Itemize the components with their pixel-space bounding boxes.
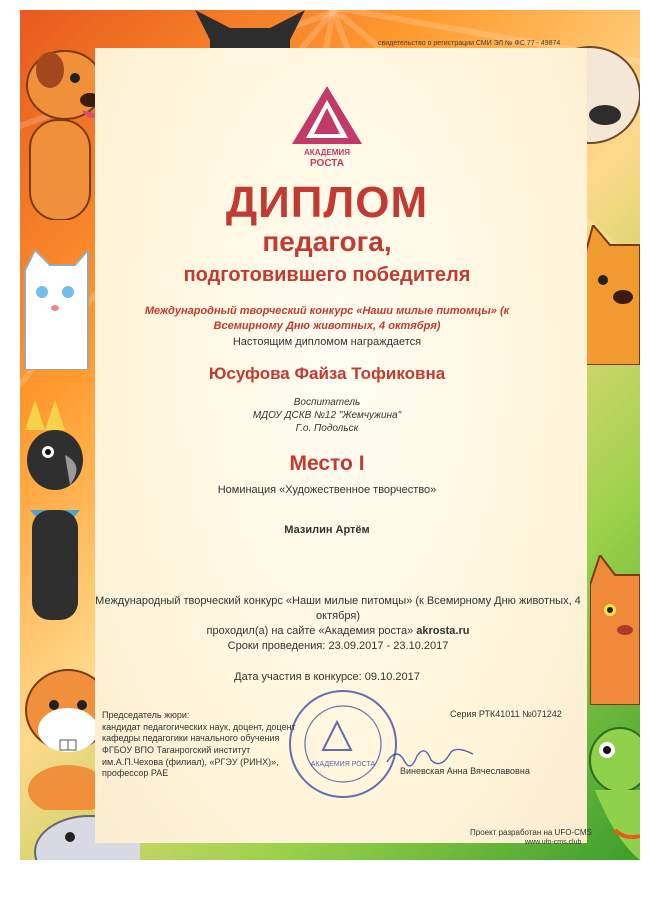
registration-number: свидетельство о регистрации СМИ ЭЛ № ФС 77 - 49874 [378, 40, 561, 47]
ufo-credit: Проект разработан на UFO-CMS [470, 828, 592, 837]
series-number: Серия РТК41011 №071242 [450, 709, 562, 719]
nomination: Номинация «Художественное творчество» [217, 484, 437, 496]
diploma-subtitle: педагога, [262, 226, 392, 257]
jury-chair: Председатель жюри: кандидат педагогических наук, доцент, доцент кафедры педагогики начального обучения ФГБОУ ВПО Таганрогский институт им.А.П.Чехова (филиал), «РГЭУ (РИНХ)», профессор РАЕ [102, 710, 296, 779]
child-name: Мазилин Артём [284, 524, 370, 536]
svg-text:АКАДЕМИЯ: АКАДЕМИЯ [304, 148, 350, 157]
contest-info: Международный творческий конкурс «Наши милые питомцы» (к Всемирному Дню животных, 4 октября) проходил(а) на сайте «Академия роста» akrosta.ru Сроки проведения: 23.09.2017 - 23.10.2017 [95, 595, 581, 652]
place-title: Место I [289, 452, 365, 475]
contest-title: Международный творческий конкурс «Наши милые питомцы» (к Всемирному Дню животных, 4 октября) [144, 305, 510, 332]
lizard-illustration-bottom-right [585, 720, 640, 860]
awarded-text: Настоящим дипломом награждается [232, 336, 422, 348]
diploma-title: ДИПЛОМ [225, 178, 429, 227]
svg-text:РОСТА: РОСТА [310, 158, 344, 168]
official-stamp [287, 688, 399, 800]
participation-date: Дата участия в конкурсе: 09.10.2017 [234, 671, 420, 683]
academy-logo [288, 82, 366, 168]
winner-position: Воспитатель МДОУ ДСКВ №12 "Жемчужина" Г.о. Подольск [252, 397, 402, 434]
signer-name: Виневская Анна Вячеславовна [400, 766, 530, 776]
site-link: akrosta.ru [416, 624, 470, 637]
winner-name: Юсуфова Файза Тофиковна [208, 364, 446, 383]
svg-text:АКАДЕМИЯ РОСТА: АКАДЕМИЯ РОСТА [310, 761, 376, 768]
ufo-url: www.ufo-cms.club [525, 839, 582, 846]
diploma-subtitle-2: подготовившего победителя [183, 264, 471, 286]
